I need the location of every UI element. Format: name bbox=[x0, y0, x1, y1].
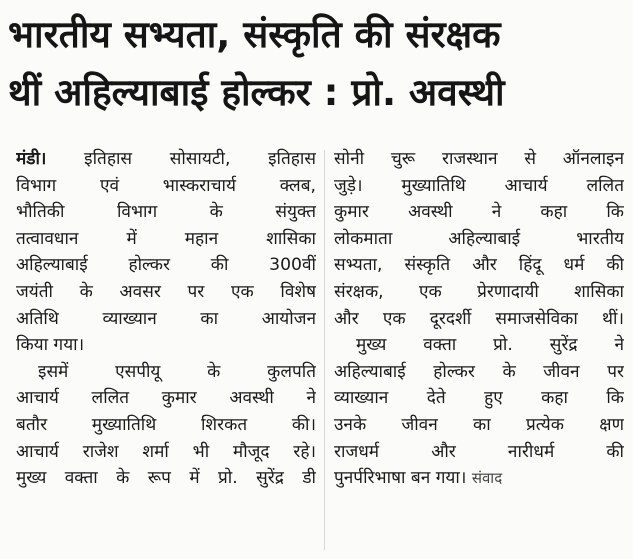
text-line: भौतिकी विभाग के संयुक्त bbox=[16, 202, 316, 223]
headline-line-2: थीं अहिल्याबाई होल्कर : प्रो. अवस्थी bbox=[8, 71, 505, 114]
text-line: और एक दूरदर्शी समाजसेविका थीं। bbox=[334, 308, 624, 329]
text-line-content: पुनर्परिभाषा बन गया। bbox=[334, 468, 467, 489]
text-line-content: इतिहास सोसायटी, इतिहास bbox=[84, 149, 316, 169]
byline: संवाद bbox=[471, 469, 503, 488]
text-line: किया गया। bbox=[16, 335, 85, 356]
text-line bbox=[334, 465, 624, 492]
text-line: इसमें एसपीयू के कुलपति bbox=[38, 361, 316, 382]
text-line: बतौर मुख्यातिथि शिरकत की। bbox=[16, 414, 316, 435]
article-column-left bbox=[16, 146, 316, 492]
text-line: संरक्षक, एक प्रेरणादायी शासिका bbox=[334, 281, 624, 302]
text-line: मुख्य वक्ता प्रो. सुरेंद्र ने bbox=[356, 335, 624, 356]
text-line: व्याख्यान देते हुए कहा कि bbox=[334, 388, 624, 409]
text-line: सभ्यता, संस्कृति और हिंदू धर्म की bbox=[334, 255, 624, 276]
text-line: तत्वावधान में महान शासिका bbox=[16, 228, 316, 249]
text-line: मुख्य वक्ता के रूप में प्रो. सुरेंद्र डी bbox=[16, 468, 316, 489]
text-line: आचार्य राजेश शर्मा भी मौजूद रहे। bbox=[16, 441, 316, 462]
text-line: जयंती के अवसर पर एक विशेष bbox=[16, 281, 316, 302]
text-line bbox=[16, 146, 316, 173]
text-line: अतिथि व्याख्यान का आयोजन bbox=[16, 308, 316, 329]
text-line: विभाग एवं भास्कराचार्य क्लब, bbox=[16, 175, 316, 196]
text-line: जुड़े। मुख्यातिथि आचार्य ललित bbox=[334, 175, 624, 196]
text-line: लोकमाता अहिल्याबाई भारतीय bbox=[334, 228, 624, 249]
headline-line-1: भारतीय सभ्यता, संस्कृति की संरक्षक bbox=[8, 13, 501, 56]
dateline: मंडी। bbox=[16, 149, 47, 169]
text-line: उनके जीवन का प्रत्येक क्षण bbox=[334, 414, 624, 435]
headline bbox=[8, 6, 625, 122]
text-line: अहिल्याबाई होल्कर की 300वीं bbox=[16, 255, 316, 276]
text-line: सोनी चुरू राजस्थान से ऑनलाइन bbox=[334, 149, 624, 169]
text-line: राजधर्म और नारीधर्म की bbox=[334, 441, 624, 462]
text-line: कुमार अवस्थी ने कहा कि bbox=[334, 202, 624, 223]
article-column-right bbox=[334, 146, 624, 492]
column-divider bbox=[324, 150, 325, 550]
text-line: आचार्य ललित कुमार अवस्थी ने bbox=[16, 388, 316, 409]
text-line: अहिल्याबाई होल्कर के जीवन पर bbox=[334, 361, 624, 382]
